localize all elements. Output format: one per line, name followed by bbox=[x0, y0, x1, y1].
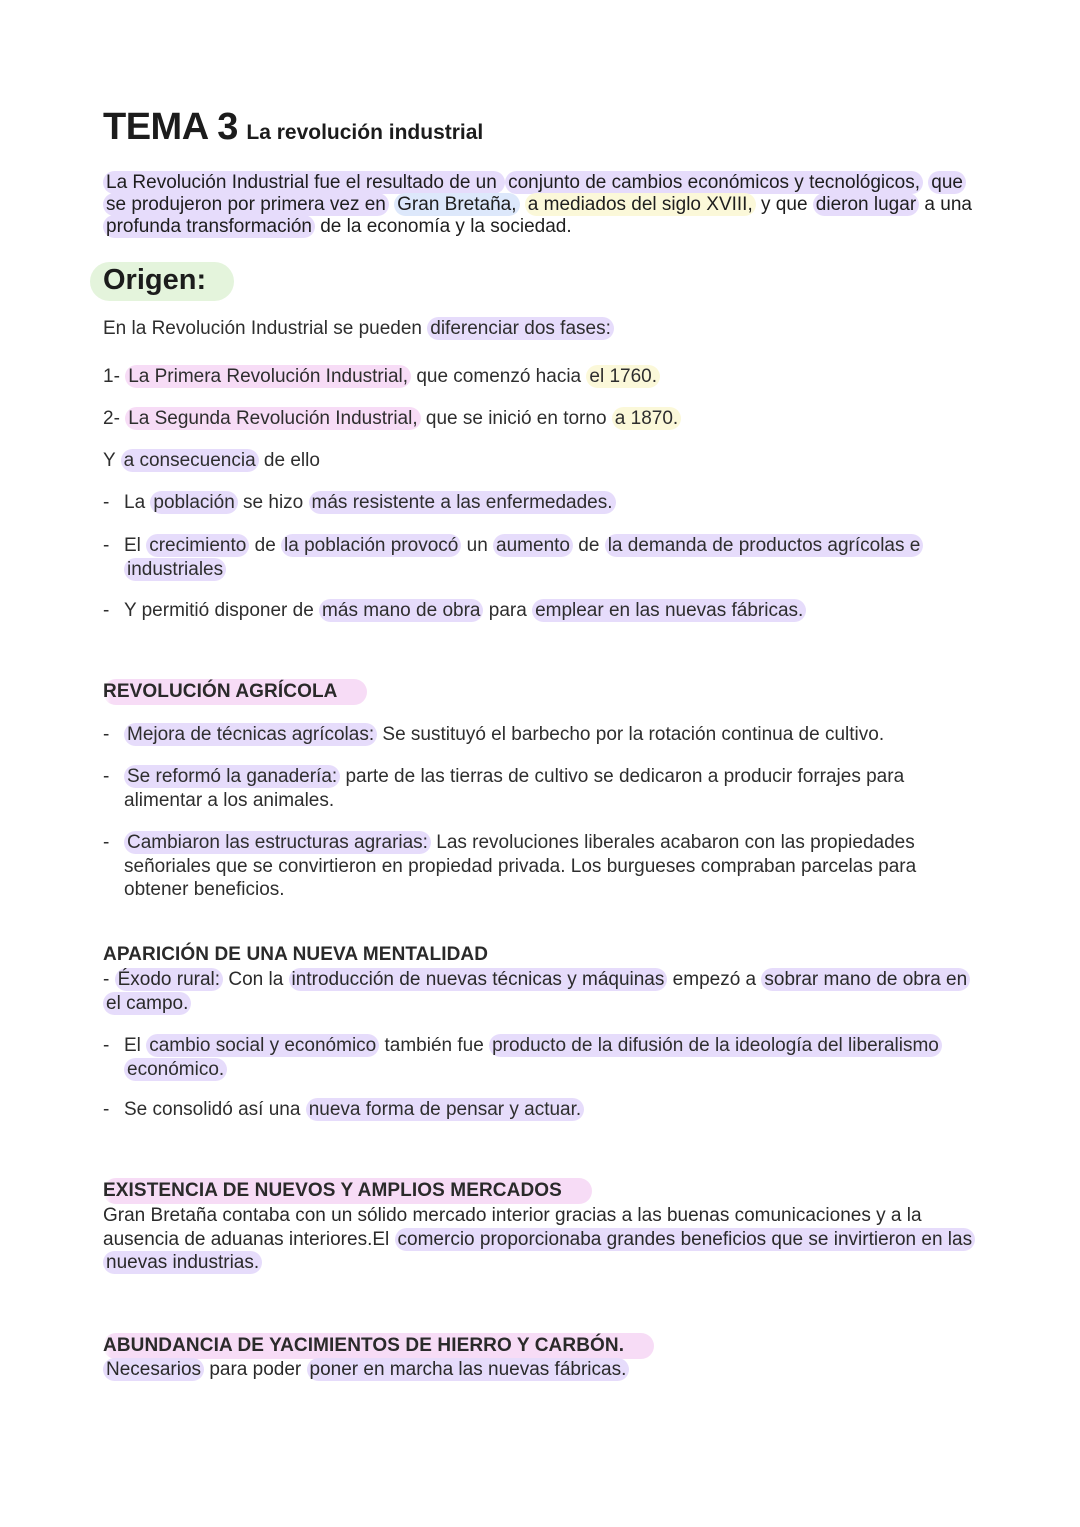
text: La bbox=[124, 492, 151, 513]
text: se hizo bbox=[237, 492, 309, 513]
list-item-text bbox=[124, 1098, 983, 1122]
fases-intro bbox=[103, 317, 614, 340]
highlight: La Segunda Revolución Industrial, bbox=[125, 407, 420, 430]
text: 1- bbox=[103, 366, 126, 387]
text: también fue bbox=[379, 1035, 490, 1056]
page-title bbox=[103, 106, 483, 149]
text: para poder bbox=[204, 1359, 307, 1380]
text bbox=[520, 194, 525, 215]
yacimientos-paragraph bbox=[103, 1358, 983, 1382]
list-item bbox=[103, 723, 983, 747]
list-item bbox=[103, 599, 983, 623]
highlight: Mejora de técnicas agrícolas: bbox=[124, 723, 377, 746]
list-item-text bbox=[124, 534, 983, 581]
list-item-text bbox=[124, 599, 983, 623]
section-heading-origen: Origen: bbox=[90, 262, 234, 301]
section-heading-mercados: EXISTENCIA DE NUEVOS Y AMPLIOS MERCADOS bbox=[103, 1178, 592, 1204]
highlight: que se produjeron por primera vez en bbox=[103, 171, 966, 216]
highlight: diferenciar dos fases: bbox=[427, 317, 614, 340]
highlight: aumento bbox=[493, 534, 573, 557]
highlight: La Primera Revolución Industrial, bbox=[125, 365, 411, 388]
bullet-dash: - bbox=[103, 724, 110, 745]
list-item-text bbox=[124, 491, 983, 515]
text: 2- bbox=[103, 408, 126, 429]
bullet-dash: - bbox=[103, 969, 115, 990]
bullet-dash: - bbox=[103, 832, 110, 853]
text: que se inició en torno bbox=[420, 408, 612, 429]
highlight: el 1760. bbox=[586, 365, 660, 388]
list-item bbox=[103, 831, 983, 902]
highlight: Se reformó la ganadería: bbox=[124, 765, 340, 788]
bullet-dash: - bbox=[103, 1035, 110, 1056]
text: que comenzó hacia bbox=[411, 366, 587, 387]
highlight: conjunto de cambios económicos y tecnológicos, bbox=[505, 171, 923, 194]
text: Las revoluciones liberales acabaron con las propiedades señoriales que se convirtieron en propiedad privada. Los burgueses compraban parcelas para obtener beneficios. bbox=[124, 832, 917, 900]
consecuencia-line bbox=[103, 449, 320, 472]
text: Y permitió disponer de bbox=[124, 600, 320, 621]
exodo-rural bbox=[103, 968, 983, 1015]
text: parte de las tierras de cultivo se dedicaron a producir forrajes para alimentar a los animales. bbox=[124, 766, 905, 811]
text: y que bbox=[755, 194, 813, 215]
highlight: nueva forma de pensar y actuar. bbox=[306, 1098, 585, 1121]
highlight: a mediados del siglo XVIII, bbox=[525, 193, 756, 216]
list-item-text bbox=[124, 765, 983, 812]
highlight: crecimiento bbox=[146, 534, 249, 557]
list-item-text bbox=[124, 1034, 983, 1081]
highlight: Éxodo rural: bbox=[115, 968, 223, 991]
bullet-dash: - bbox=[103, 766, 110, 787]
text: Gran Bretaña contaba con un sólido mercado interior gracias a las buenas comunicaciones y a la ausencia de aduanas interiores.El bbox=[103, 1205, 922, 1250]
highlight: Cambiaron las estructuras agrarias: bbox=[124, 831, 431, 854]
list-item bbox=[103, 765, 983, 812]
title-main: TEMA 3 bbox=[103, 106, 238, 148]
text: En la Revolución Industrial se pueden bbox=[103, 318, 428, 339]
list-item bbox=[103, 1098, 983, 1122]
text: empezó a bbox=[667, 969, 762, 990]
section-heading-mentalidad: APARICIÓN DE UNA NUEVA MENTALIDAD bbox=[103, 944, 489, 965]
list-item bbox=[103, 534, 983, 581]
intro-paragraph bbox=[103, 172, 983, 238]
text: El bbox=[124, 1035, 147, 1056]
highlight: La Revolución Industrial fue el resultado de un bbox=[103, 171, 505, 194]
bullet-dash: - bbox=[103, 535, 110, 556]
text: un bbox=[461, 535, 494, 556]
highlight: sobrar mano de obra en el campo. bbox=[103, 968, 970, 1015]
highlight: la población provocó bbox=[281, 534, 461, 557]
highlight: Gran Bretaña, bbox=[394, 193, 519, 216]
highlight: producto de la difusión de la ideología del liberalismo económico. bbox=[124, 1034, 942, 1081]
text: de bbox=[573, 535, 605, 556]
list-item bbox=[103, 1034, 983, 1081]
section-heading-agricola: REVOLUCIÓN AGRÍCOLA bbox=[103, 679, 367, 705]
highlight: más mano de obra bbox=[319, 599, 483, 622]
highlight: Necesarios bbox=[103, 1358, 204, 1381]
highlight: emplear en las nuevas fábricas. bbox=[532, 599, 806, 622]
highlight: introducción de nuevas técnicas y máquinas bbox=[289, 968, 668, 991]
list-item-text bbox=[124, 831, 983, 902]
bullet-dash: - bbox=[103, 1099, 110, 1120]
highlight: dieron lugar bbox=[813, 193, 919, 216]
highlight: población bbox=[150, 491, 237, 514]
fase-1 bbox=[103, 365, 660, 388]
highlight: cambio social y económico bbox=[146, 1034, 379, 1057]
text: de bbox=[249, 535, 282, 556]
highlight: a consecuencia bbox=[121, 449, 259, 472]
bullet-dash: - bbox=[103, 492, 110, 513]
text: Y bbox=[103, 450, 121, 471]
text: Se consolidó así una bbox=[124, 1099, 306, 1120]
highlight: a 1870. bbox=[612, 407, 681, 430]
text: a una bbox=[919, 194, 972, 215]
text: Se sustituyó el barbecho por la rotación continua de cultivo. bbox=[377, 724, 885, 745]
section-heading-yacimientos: ABUNDANCIA DE YACIMIENTOS DE HIERRO Y CARBÓN. bbox=[103, 1333, 654, 1359]
text: de la economía y la sociedad. bbox=[314, 216, 572, 237]
list-item bbox=[103, 491, 983, 515]
title-subtitle: La revolución industrial bbox=[246, 121, 484, 144]
text: Con la bbox=[223, 969, 289, 990]
highlight: más resistente a las enfermedades. bbox=[309, 491, 616, 514]
highlight: la demanda de productos agrícolas e industriales bbox=[124, 534, 923, 581]
highlight: profunda transformación bbox=[103, 215, 315, 238]
bullet-dash: - bbox=[103, 600, 110, 621]
list-item-text bbox=[124, 723, 983, 747]
text: de ello bbox=[258, 450, 320, 471]
fase-2 bbox=[103, 407, 681, 430]
text: para bbox=[483, 600, 533, 621]
mercados-paragraph bbox=[103, 1204, 983, 1275]
highlight: poner en marcha las nuevas fábricas. bbox=[307, 1358, 630, 1381]
highlight: comercio proporcionaba grandes beneficios que se invirtieron en las nuevas industrias. bbox=[103, 1228, 975, 1275]
text: El bbox=[124, 535, 147, 556]
